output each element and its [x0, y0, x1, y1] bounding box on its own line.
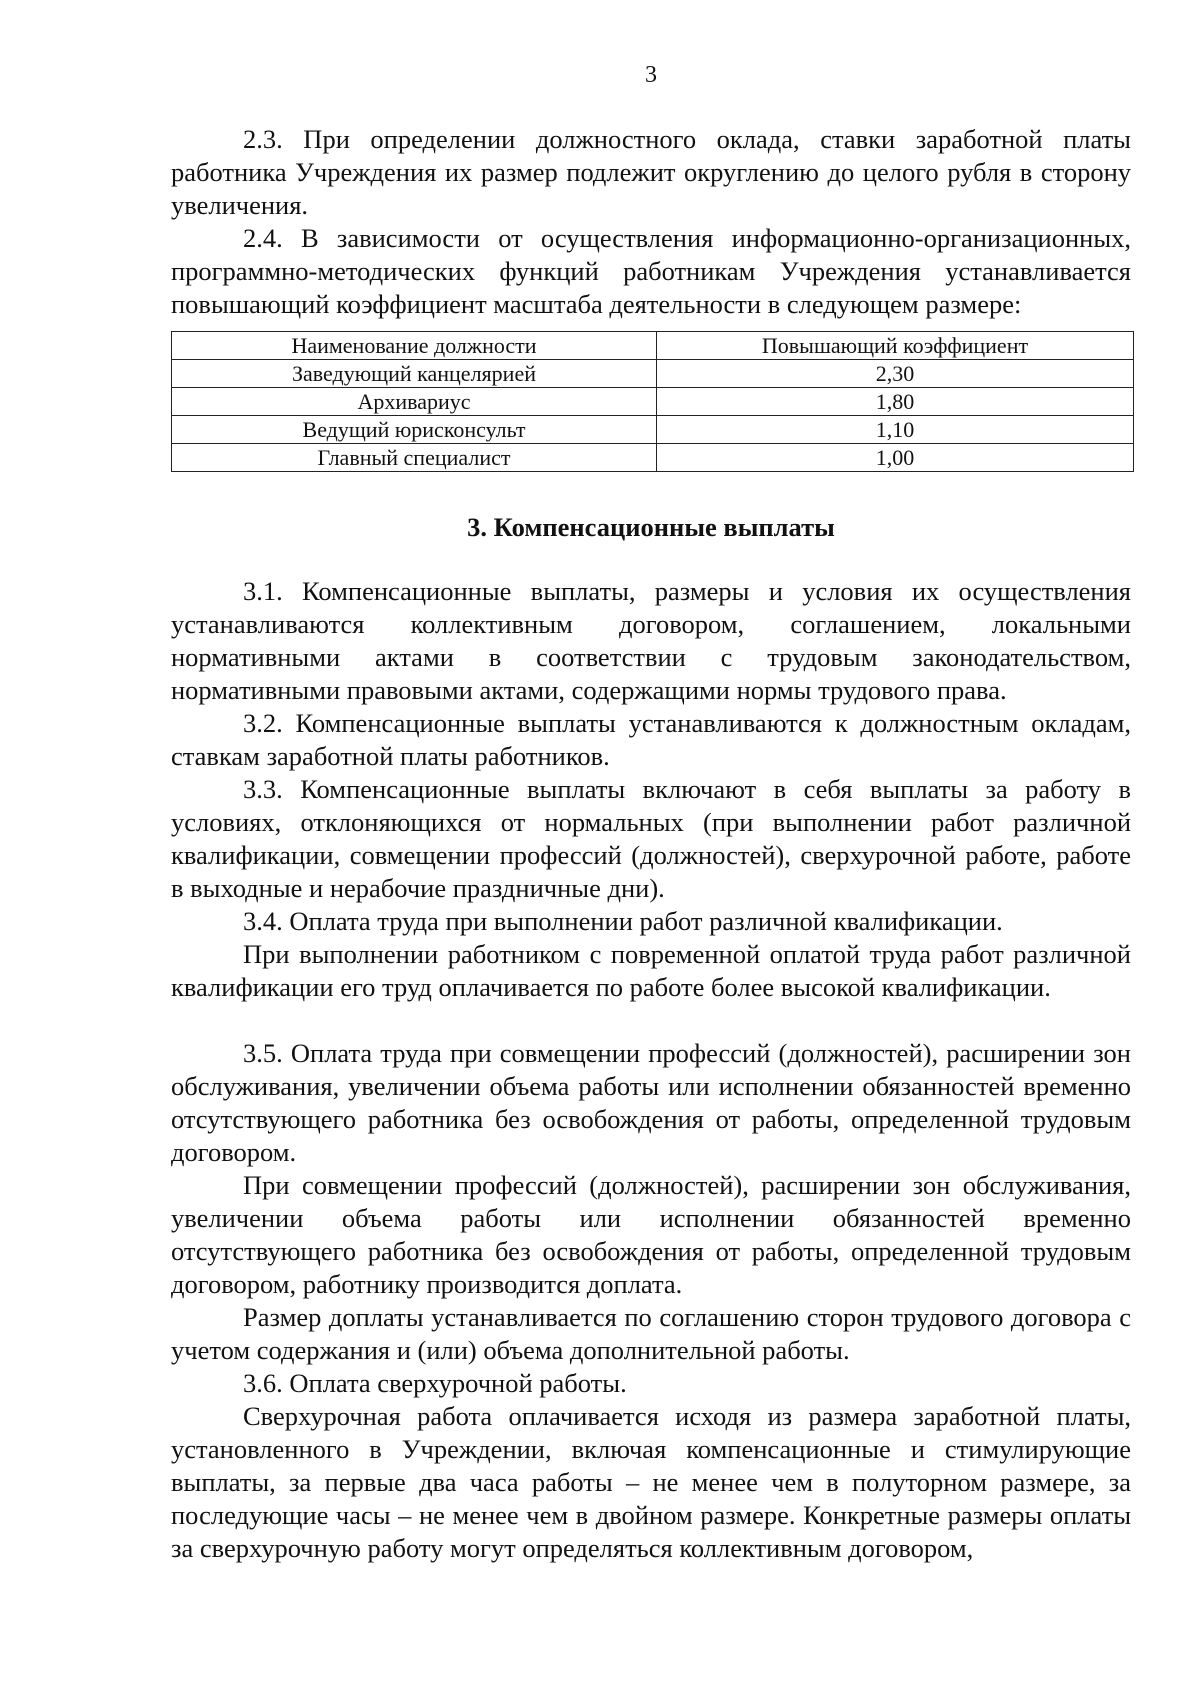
paragraph-3-1: 3.1. Компенсационные выплаты, размеры и условия их осуществления устанавливаются коллективным договором, соглашением, локальными нормативными актами в соответствии с трудовым законодательством, нормативными правовыми актами, содержащими нормы трудового права.	[171, 576, 1131, 705]
paragraph-2-3: 2.3. При определении должностного оклада, ставки заработной платы работника Учреждения их размер подлежит округлению до целого рубля в сторону увеличения.	[171, 124, 1131, 220]
table-row	[172, 360, 1134, 388]
paragraph-3-6: 3.6. Оплата сверхурочной работы.	[243, 1368, 627, 1398]
paragraph-3-2: 3.2. Компенсационные выплаты устанавливаются к должностным окладам, ставкам заработной платы работников.	[171, 708, 1131, 771]
paragraph-3-6-text: Сверхурочная работа оплачивается исходя из размера заработной платы, установленного в Учреждении, включая компенсационные и стимулирующие выплаты, за первые два часа работы – не менее чем в полуторном размере, за последующие часы – не менее чем в двойном размере. Конкретные размеры оплаты за сверхурочную работу могут определяться коллективным договором,	[171, 1401, 1131, 1563]
table-cell-position: Главный специалист	[172, 444, 657, 472]
table-cell-coefficient: 1,80	[657, 388, 1134, 416]
coefficient-table	[171, 331, 1134, 472]
paragraph-3-4: 3.4. Оплата труда при выполнении работ различной квалификации.	[243, 906, 1003, 936]
table-cell-coefficient: 2,30	[657, 360, 1134, 388]
table-header-coefficient: Повышающий коэффициент	[657, 332, 1134, 360]
table-header-position: Наименование должности	[172, 332, 657, 360]
paragraph-3-5: 3.5. Оплата труда при совмещении профессий (должностей), расширении зон обслуживания, увеличении объема работы или исполнении обязанностей временно отсутствующего работника без освобождения от работы, определенной трудовым договором.	[171, 1038, 1131, 1167]
table-cell-coefficient: 1,00	[657, 444, 1134, 472]
paragraph-3-5-supplement: Размер доплаты устанавливается по соглашению сторон трудового договора с учетом содержания и (или) объема дополнительной работы.	[171, 1302, 1131, 1365]
table-row	[172, 444, 1134, 472]
paragraph-2-4: 2.4. В зависимости от осуществления информационно-организационных, программно-методических функций работникам Учреждения устанавливается повышающий коэффициент масштаба деятельности в следующем размере:	[171, 223, 1131, 319]
table-cell-coefficient: 1,10	[657, 416, 1134, 444]
paragraph-3-5-text: При совмещении профессий (должностей), расширении зон обслуживания, увеличении объема работы или исполнении обязанностей временно отсутствующего работника без освобождения от работы, определенной трудовым договором, работнику производится доплата.	[171, 1170, 1131, 1299]
table-cell-position: Ведущий юрисконсульт	[172, 416, 657, 444]
section-3-title: 3. Компенсационные выплаты	[467, 512, 835, 542]
page-number: 3	[645, 62, 657, 88]
paragraph-3-3: 3.3. Компенсационные выплаты включают в себя выплаты за работу в условиях, отклоняющихся от нормальных (при выполнении работ различной квалификации, совмещении профессий (должностей), сверхурочной работе, работе в выходные и нерабочие праздничные дни).	[171, 774, 1131, 903]
table-row	[172, 388, 1134, 416]
table-row	[172, 416, 1134, 444]
table-cell-position: Заведующий канцелярией	[172, 360, 657, 388]
table-cell-position: Архивариус	[172, 388, 657, 416]
paragraph-3-4-text: При выполнении работником с повременной оплатой труда работ различной квалификации его труд оплачивается по работе более высокой квалификации.	[171, 939, 1131, 1002]
table-header-row	[172, 332, 1134, 360]
